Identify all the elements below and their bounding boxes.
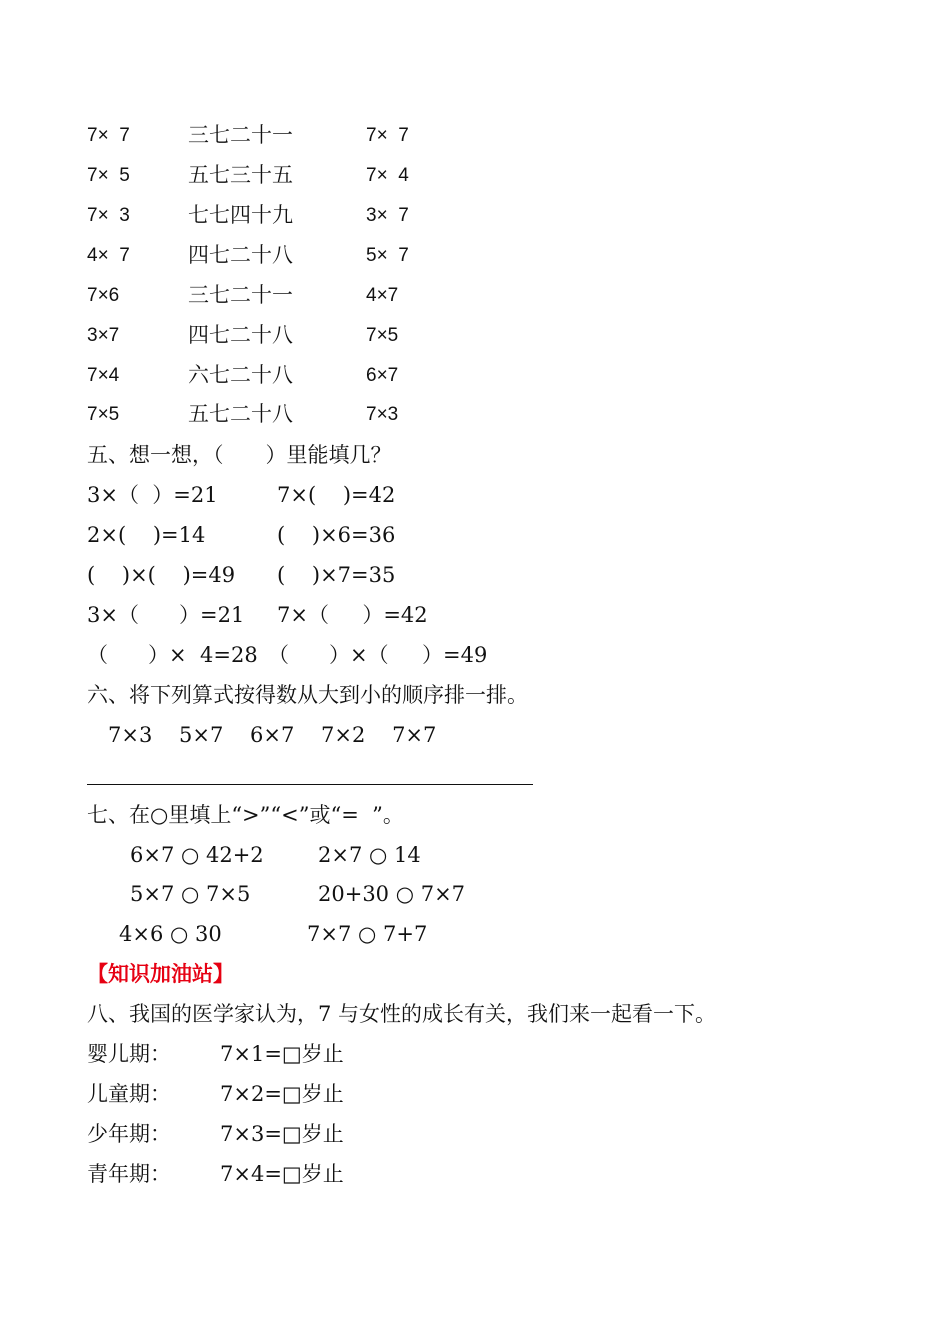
table-cell: 6×7 xyxy=(366,365,399,386)
fill-blank-expression: ( )×( )=49 xyxy=(87,563,236,587)
compare-expression: 6×7 ○ 42+2 xyxy=(130,843,264,867)
expressions-to-sort: 7×3 5×7 6×7 7×2 7×7 xyxy=(108,723,437,747)
table-cell: 7× 3 xyxy=(87,205,130,226)
fill-blank-expression: 7×（ ）=42 xyxy=(277,603,428,627)
table-cell: 7×4 xyxy=(87,365,120,386)
table-cell: 四七二十八 xyxy=(188,243,293,267)
fill-blank-expression: （ ）× 4=28 xyxy=(87,643,258,667)
compare-expression: 7×7 ○ 7+7 xyxy=(307,922,428,946)
fill-blank-expression: ( )×7=35 xyxy=(277,563,396,587)
table-cell: 7×5 xyxy=(87,404,120,425)
table-cell: 4× 7 xyxy=(87,245,130,266)
table-cell: 五七二十八 xyxy=(188,402,293,426)
table-cell: 7× 4 xyxy=(366,165,409,186)
table-cell: 7×6 xyxy=(87,285,120,306)
life-stage-label: 儿童期： xyxy=(87,1082,171,1106)
table-cell: 7× 7 xyxy=(366,125,409,146)
compare-expression: 2×7 ○ 14 xyxy=(318,843,421,867)
table-cell: 5× 7 xyxy=(366,245,409,266)
section6-title: 六、将下列算式按得数从大到小的顺序排一排。 xyxy=(87,683,528,707)
life-stage-expression: 7×3=□岁止 xyxy=(220,1122,344,1146)
table-cell: 7× 5 xyxy=(87,165,130,186)
life-stage-label: 青年期： xyxy=(87,1162,171,1186)
table-cell: 四七二十八 xyxy=(188,323,293,347)
knowledge-station-title: 【知识加油站】 xyxy=(87,961,234,986)
life-stage-expression: 7×1=□岁止 xyxy=(220,1042,344,1066)
table-cell: 七七四十九 xyxy=(188,203,293,227)
section5-title: 五、想一想，（ ）里能填几？ xyxy=(87,443,392,467)
fill-blank-expression: 2×( )=14 xyxy=(87,523,206,547)
fill-blank-expression: ( )×6=36 xyxy=(277,523,396,547)
compare-expression: 20+30 ○ 7×7 xyxy=(318,882,466,906)
table-cell: 3× 7 xyxy=(366,205,409,226)
section7-title: 七、在○里填上“>”“<”或“= ”。 xyxy=(87,803,404,827)
life-stage-label: 婴儿期： xyxy=(87,1042,171,1066)
compare-expression: 4×6 ○ 30 xyxy=(119,922,222,946)
table-cell: 三七二十一 xyxy=(188,123,293,147)
table-cell: 7× 7 xyxy=(87,125,130,146)
table-cell: 3×7 xyxy=(87,325,120,346)
table-cell: 六七二十八 xyxy=(188,363,293,387)
table-cell: 4×7 xyxy=(366,285,399,306)
table-cell: 7×3 xyxy=(366,404,399,425)
answer-line xyxy=(87,784,533,785)
fill-blank-expression: （ ）×（ ）=49 xyxy=(268,643,488,667)
life-stage-expression: 7×2=□岁止 xyxy=(220,1082,344,1106)
fill-blank-expression: 7×( )=42 xyxy=(277,483,396,507)
table-cell: 三七二十一 xyxy=(188,283,293,307)
life-stage-expression: 7×4=□岁止 xyxy=(220,1162,344,1186)
table-cell: 五七三十五 xyxy=(188,163,293,187)
life-stage-label: 少年期： xyxy=(87,1122,171,1146)
fill-blank-expression: 3×（ ）=21 xyxy=(87,483,218,507)
table-cell: 7×5 xyxy=(366,325,399,346)
section8-title: 八、我国的医学家认为，7 与女性的成长有关，我们来一起看一下。 xyxy=(87,1002,717,1026)
fill-blank-expression: 3×（ ）=21 xyxy=(87,603,245,627)
compare-expression: 5×7 ○ 7×5 xyxy=(130,882,251,906)
